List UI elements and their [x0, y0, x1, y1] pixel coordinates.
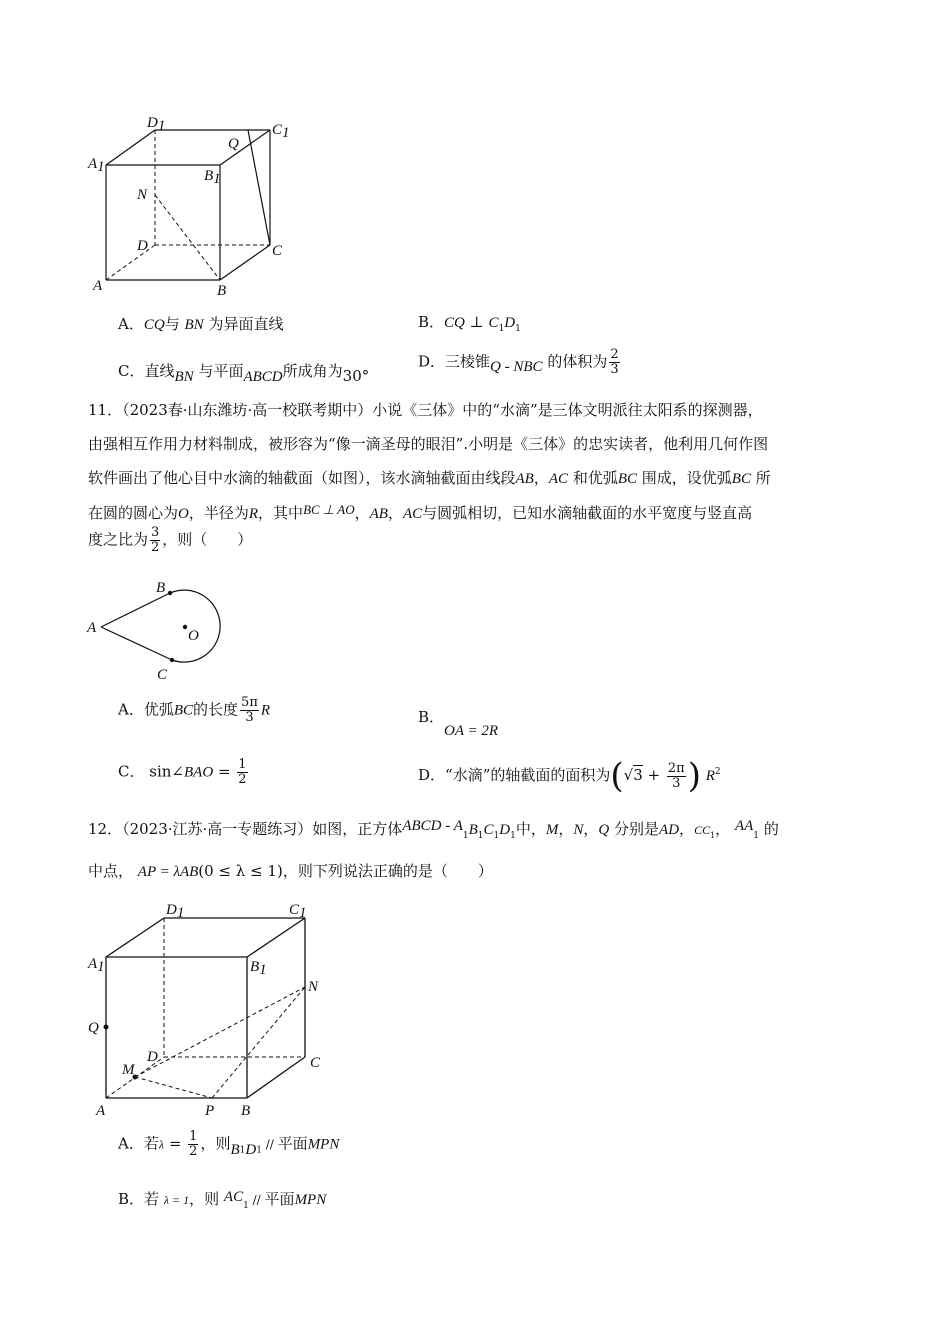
cube-figure-q10	[85, 110, 305, 300]
label-a1: A1	[88, 156, 105, 175]
fraction-1-2: $\frac{1}{2}$	[189, 1129, 198, 1159]
label-n: N	[308, 979, 319, 995]
label-m: M	[122, 1062, 135, 1078]
label-n: N	[137, 187, 148, 203]
label-c: C	[272, 243, 283, 259]
fraction-1-2: $\frac{1}{2}$	[238, 757, 247, 787]
q12-line-2: 中点， AP = λAB(0 ≤ λ ≤ 1)，则下列说法正确的是（ ）	[88, 862, 493, 880]
q11-stem	[88, 393, 878, 531]
label-c1: C1	[272, 122, 290, 141]
q10-option-c[interactable]: C．直线BN 与平面ABCD所成角为30°	[118, 362, 370, 385]
label-a: A	[93, 278, 103, 294]
q11-line-2: 由强相互作用力材料制成，被形容为“像一滴圣母的眼泪”.小明是《三体》的忠实读者，他利用几何作图	[88, 435, 769, 453]
label-o: O	[188, 628, 199, 644]
label-b: B	[156, 580, 166, 596]
q11-line-1: 11．（2023春·山东潍坊·高一校联考期中）小说《三体》中的“水滴”是三体文明派往太阳系的探测器，	[88, 401, 763, 419]
q11-option-a[interactable]: A．优弧BC的长度 $\frac{5\pi}{3}$ R	[118, 695, 271, 725]
fraction-3-2: $\frac{3}{2}$	[151, 525, 160, 555]
label-d: D	[137, 238, 148, 254]
q10-option-d[interactable]: D．三棱锥Q - NBC 的体积为 $\frac{2}{3}$	[418, 347, 619, 377]
q11-line-3: 软件画出了他心目中水滴的轴截面（如图），该水滴轴截面由线段AB，AC 和优弧BC 围成，设优弧BC 所	[88, 469, 771, 487]
fraction-2-3: $\frac{2}{3}$	[610, 347, 619, 377]
water-drop-figure	[85, 575, 235, 685]
label-q: Q	[88, 1020, 99, 1036]
label-d1: D1	[147, 115, 166, 134]
label-c1: C1	[289, 902, 307, 921]
label-p: P	[205, 1103, 215, 1119]
q11-line-5: 度之比为 $\frac{3}{2}$ ，则（ ）	[88, 525, 253, 555]
label-a: A	[87, 620, 97, 636]
label-c: C	[310, 1055, 321, 1071]
label-d1: D1	[166, 902, 185, 921]
q11-option-d[interactable]: D．“水滴”的轴截面的面积为(√3 + $\frac{2\pi}{3}$ ) $R^2$	[418, 756, 721, 796]
q11-option-c[interactable]: C． sin∠BAO = $\frac{1}{2}$	[118, 757, 247, 787]
label-a1: A1	[88, 956, 105, 975]
label-a: A	[96, 1103, 106, 1119]
q12-line-1: 12．（2023·江苏·高一专题练习）如图，正方体ABCD - $A_1B_1C_1D_1$中，M，N，Q 分别是AD，$CC_1$， $AA_1$ 的	[88, 818, 779, 841]
label-c: C	[157, 667, 168, 683]
q11-line-4: 在圆的圆心为O，半径为R，其中BC ⊥ AO，AB，AC与圆弧相切，已知水滴轴截面的水平宽度与竖直高	[88, 502, 753, 522]
fraction-2pi-3: $\frac{2\pi}{3}$	[667, 760, 685, 791]
label-b1: B1	[204, 168, 221, 187]
label-b1: B1	[250, 959, 267, 978]
label-d: D	[147, 1049, 158, 1065]
q12-option-b[interactable]: B．若 λ = 1，则 $AC_1$ // 平面MPN	[118, 1189, 327, 1211]
q10-option-a[interactable]: A．CQ与 BN 为异面直线	[118, 315, 284, 333]
q12-option-a[interactable]: A．若λ = $\frac{1}{2}$ ，则$B_1D_1$ // 平面MPN	[118, 1129, 340, 1159]
label-b: B	[217, 283, 227, 299]
cube-figure-q12	[85, 895, 335, 1120]
label-b: B	[241, 1103, 251, 1119]
label-q: Q	[228, 136, 239, 152]
fraction-5pi-3: $\frac{5\pi}{3}$	[241, 695, 258, 725]
q11-option-b[interactable]: B．OA = 2R	[418, 708, 499, 739]
q10-option-b[interactable]: B．CQ ⊥ $C_1D_1$	[418, 313, 521, 334]
